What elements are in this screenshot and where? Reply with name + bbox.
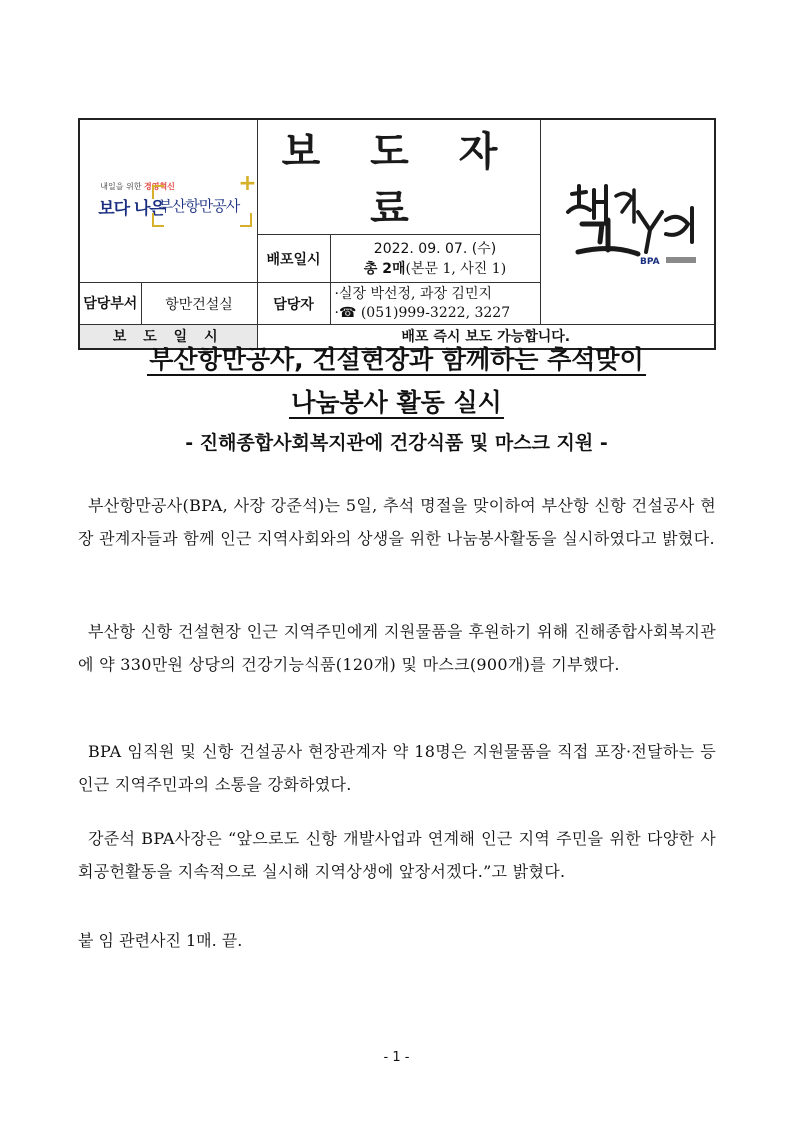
body-paragraph-2: 부산항 신항 건설현장 인근 지역주민에게 지원물품을 후원하기 위해 진해종합사회복지관에 약 330만원 상당의 건강기능식품(120개) 및 마스크(900개)를 기부했다.	[78, 622, 716, 674]
dept-label: 담당부서	[79, 283, 141, 325]
logo-org-name: 부산항만공사	[158, 197, 240, 215]
contact-names: ·실장 박선정, 과장 김민지	[334, 285, 492, 302]
headline-line-1: 부산항만공사, 건설현장과 함께하는 추석맞이	[149, 345, 644, 374]
page-count: 총 2매	[363, 260, 406, 277]
logo-tagline: 내일을 위한 경영혁신	[100, 182, 175, 191]
header-table	[78, 118, 714, 346]
attachment-note: 붙 임 관련사진 1매. 끝.	[78, 931, 243, 950]
body-paragraph-1: 부산항만공사(BPA, 사장 강준석)는 5일, 추석 명절을 맞이하여 부산항 신항 건설공사 현장 관계자들과 함께 인근 지역사회와의 상생을 위한 나눔봉사활동을 실시하였다고 밝혔다.	[78, 496, 716, 548]
contact-label: 담당자	[257, 283, 330, 325]
bracket-icon	[240, 213, 252, 227]
plus-icon: +	[238, 171, 257, 196]
org-logo-cell	[79, 119, 257, 283]
body-paragraph-4: 강준석 BPA사장은 “앞으로도 신항 개발사업과 연계해 인근 지역 주민을 위한 다양한 사회공헌활동을 지속적으로 실시해 지역상생에 앞장서겠다.”고 밝혔다.	[78, 829, 716, 881]
page-number: - 1 -	[383, 1050, 410, 1065]
release-time-value: 배포 즉시 보도 가능합니다.	[257, 325, 715, 349]
distribution-date: 2022. 09. 07. (수)	[373, 240, 497, 257]
contact-info	[330, 283, 540, 325]
dept-value: 항만건설실	[141, 283, 257, 325]
bpa-org-logo	[90, 161, 257, 241]
body-paragraph-3: BPA 임직원 및 신항 건설공사 현장관계자 약 18명은 지원물품을 직접 포장·전달하는 등 인근 지역주민과의 소통을 강화하였다.	[78, 742, 716, 794]
page-detail: (본문 1, 사진 1)	[405, 260, 507, 277]
logo-slogan: 보다 나은	[98, 199, 165, 219]
distribution-label: 배포일시	[257, 235, 330, 283]
distribution-date-cell	[330, 235, 540, 283]
brand-mark: BPA	[640, 257, 660, 267]
headline-subtitle: - 진해종합사회복지관에 건강식품 및 마스크 지원 -	[185, 432, 608, 454]
brand-logo-cell	[540, 119, 715, 325]
release-time-label: 보 도 일 시	[79, 325, 257, 349]
headline-line-2: 나눔봉사 활동 실시	[291, 388, 502, 417]
contact-phone: ·☎ (051)999-3222, 3227	[334, 304, 511, 321]
document-title: 보 도 자 료	[257, 119, 540, 235]
busan-port-calligraphy-logo	[542, 172, 712, 272]
